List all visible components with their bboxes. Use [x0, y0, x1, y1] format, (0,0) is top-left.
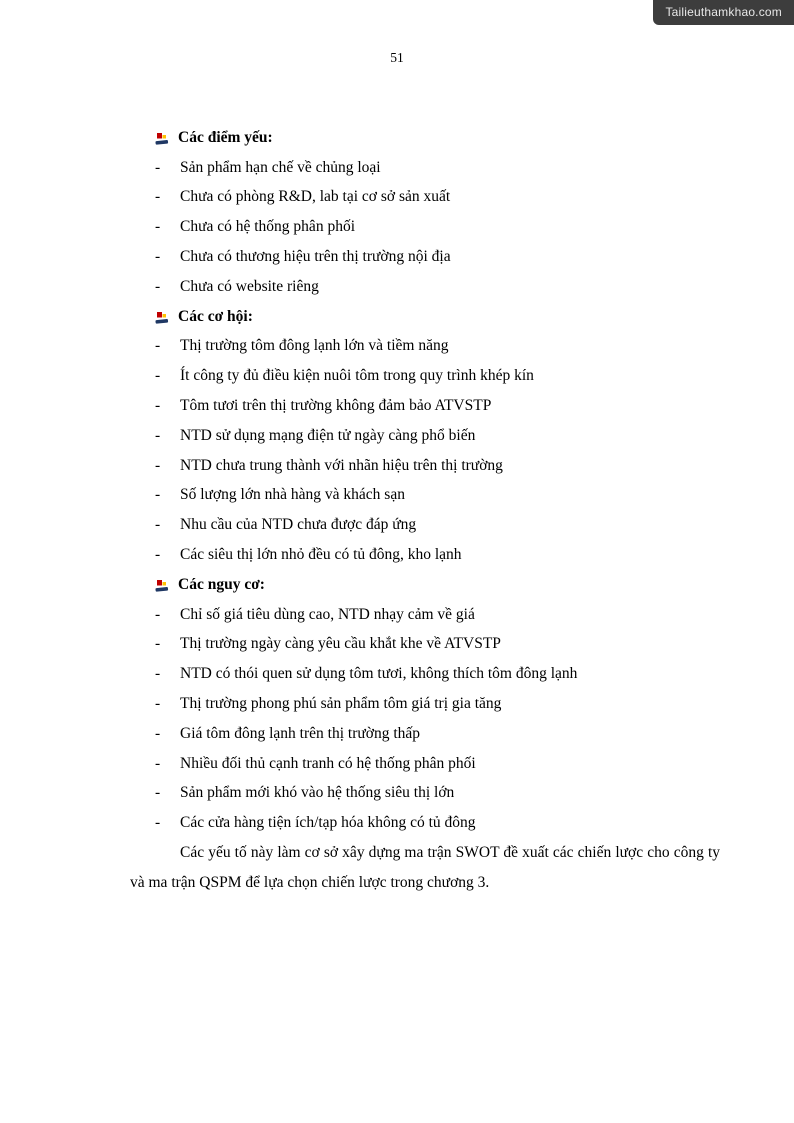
- dash-bullet: -: [155, 486, 161, 504]
- page-number: 51: [390, 50, 404, 65]
- section-list: [130, 600, 720, 838]
- list-item: [130, 600, 720, 630]
- dash-bullet: -: [155, 218, 161, 236]
- list-item-text: Chỉ số giá tiêu dùng cao, NTD nhạy cảm về giá: [180, 605, 475, 623]
- dash-bullet: -: [155, 426, 161, 444]
- list-item-text: NTD chưa trung thành với nhãn hiệu trên thị trường: [180, 456, 503, 474]
- list-item-text: Sản phẩm mới khó vào hệ thống siêu thị lớn: [180, 784, 455, 802]
- list-item-text: Thị trường ngày càng yêu cầu khắt khe về ATVSTP: [180, 635, 501, 653]
- list-item: [130, 421, 720, 451]
- section-title: Các điểm yếu:: [178, 128, 273, 146]
- dash-bullet: -: [155, 248, 161, 266]
- dash-bullet: -: [155, 456, 161, 474]
- dash-bullet: -: [155, 367, 161, 385]
- dash-bullet: -: [155, 814, 161, 832]
- list-item-text: Các siêu thị lớn nhỏ đều có tủ đông, kho lạnh: [180, 546, 462, 564]
- dash-bullet: -: [155, 277, 161, 295]
- list-item: [130, 749, 720, 779]
- list-item-text: Ít công ty đủ điều kiện nuôi tôm trong quy trình khép kín: [180, 367, 534, 385]
- page-content: [130, 123, 720, 898]
- dash-bullet: -: [155, 188, 161, 206]
- section-heading: [130, 570, 720, 600]
- bullet-icon: [155, 132, 169, 146]
- section-title: Các cơ hội:: [178, 307, 253, 325]
- list-item: [130, 659, 720, 689]
- list-item: [130, 391, 720, 421]
- dash-bullet: -: [155, 635, 161, 653]
- section-threats: [130, 570, 720, 838]
- dash-bullet: -: [155, 516, 161, 534]
- list-item: [130, 361, 720, 391]
- list-item: [130, 242, 720, 272]
- list-item-text: Chưa có thương hiệu trên thị trường nội địa: [180, 248, 451, 266]
- list-item: [130, 212, 720, 242]
- list-item: [130, 630, 720, 660]
- dash-bullet: -: [155, 337, 161, 355]
- dash-bullet: -: [155, 546, 161, 564]
- list-item-text: Giá tôm đông lạnh trên thị trường thấp: [180, 724, 421, 742]
- section-title: Các nguy cơ:: [178, 575, 265, 593]
- watermark-badge: Tailieuthamkhao.com: [653, 0, 794, 25]
- list-item: [130, 332, 720, 362]
- dash-bullet: -: [155, 158, 161, 176]
- list-item: [130, 481, 720, 511]
- list-item-text: Thị trường tôm đông lạnh lớn và tiềm năng: [180, 337, 449, 355]
- list-item: [130, 719, 720, 749]
- section-list: [130, 332, 720, 570]
- dash-bullet: -: [155, 784, 161, 802]
- list-item-text: Thị trường phong phú sản phẩm tôm giá trị gia tăng: [180, 695, 502, 713]
- section-list: [130, 153, 720, 302]
- list-item-text: Chưa có phòng R&D, lab tại cơ sở sản xuất: [180, 188, 451, 206]
- bullet-icon: [155, 579, 169, 593]
- bullet-icon: [155, 311, 169, 325]
- closing-paragraph: Các yếu tố này làm cơ sở xây dựng ma trận SWOT đề xuất các chiến lược cho công ty và ma trận QSPM để lựa chọn chiến lược trong chương 3.: [130, 844, 720, 891]
- list-item: [130, 779, 720, 809]
- dash-bullet: -: [155, 754, 161, 772]
- list-item: [130, 540, 720, 570]
- list-item-text: Sản phẩm hạn chế về chủng loại: [180, 158, 381, 176]
- list-item: [130, 510, 720, 540]
- list-item-text: Nhiều đối thủ cạnh tranh có hệ thống phân phối: [180, 754, 476, 772]
- list-item: [130, 153, 720, 183]
- list-item-text: Tôm tươi trên thị trường không đảm bảo ATVSTP: [180, 397, 492, 415]
- dash-bullet: -: [155, 605, 161, 623]
- list-item-text: Chưa có website riêng: [180, 277, 319, 295]
- dash-bullet: -: [155, 665, 161, 683]
- section-heading: [130, 123, 720, 153]
- list-item: [130, 808, 720, 838]
- list-item-text: Các cửa hàng tiện ích/tạp hóa không có tủ đông: [180, 814, 476, 832]
- list-item: [130, 451, 720, 481]
- list-item-text: Số lượng lớn nhà hàng và khách sạn: [180, 486, 405, 504]
- list-item-text: Nhu cầu của NTD chưa được đáp ứng: [180, 516, 417, 534]
- list-item-text: NTD có thói quen sử dụng tôm tươi, không thích tôm đông lạnh: [180, 665, 578, 683]
- section-weaknesses: [130, 123, 720, 302]
- list-item-text: NTD sử dụng mạng điện tử ngày càng phổ biến: [180, 426, 476, 444]
- list-item-text: Chưa có hệ thống phân phối: [180, 218, 355, 236]
- dash-bullet: -: [155, 397, 161, 415]
- list-item: [130, 183, 720, 213]
- list-item: [130, 689, 720, 719]
- section-heading: [130, 302, 720, 332]
- dash-bullet: -: [155, 695, 161, 713]
- dash-bullet: -: [155, 724, 161, 742]
- section-opportunities: [130, 302, 720, 570]
- list-item: [130, 272, 720, 302]
